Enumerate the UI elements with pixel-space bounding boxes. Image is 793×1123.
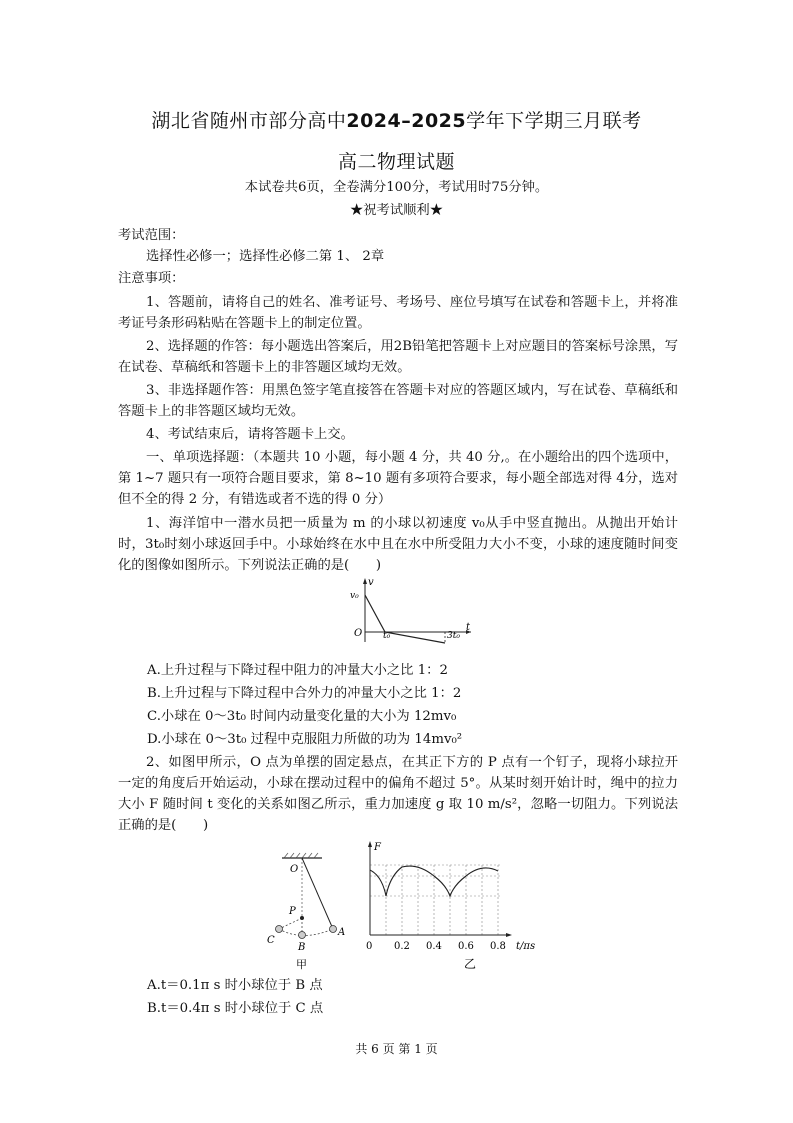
notice-1: 1、答题前，请将自己的姓名、准考证号、考场号、座位号填写在试卷和答题卡上，并将准考证号条形码粘贴在答题卡上的制定位置。 — [118, 295, 678, 331]
t-axis-arrow — [506, 933, 512, 937]
label-b: B — [298, 942, 306, 953]
t0-label: t₀ — [383, 631, 391, 641]
caption-jia: 甲 — [296, 958, 307, 970]
ball-b — [299, 932, 306, 939]
exam-subtitle: 高二物理试题 — [337, 151, 455, 173]
title-years: 2024–2025 — [346, 110, 467, 132]
tick-0-2: 0.2 — [394, 941, 410, 952]
label-p: P — [289, 906, 296, 917]
q1-option-b: B.上升过程与下降过程中合外力的冲量大小之比 1：2 — [147, 686, 462, 701]
q2-pendulum-figure — [262, 852, 362, 970]
scope-label: 考试范围： — [118, 228, 185, 243]
label-a: A — [338, 927, 346, 938]
scope-text: 选择性必修一；选择性必修二第 1、 2章 — [146, 249, 385, 264]
notice-4: 4、考试结束后，请将答题卡上交。 — [146, 427, 354, 442]
notice-label: 注意事项： — [118, 271, 185, 286]
notice-2: 2、选择题的作答：每小题选出答案后，用2B铅笔把答题卡上对应题目的答案标号涂黑，写在试卷、草稿纸和答题卡上的非答题区域均无效。 — [118, 339, 678, 375]
label-o: O — [290, 864, 299, 875]
q2-stem: 2、如图甲所示，O 点为单摆的固定悬点，在其正下方的 P 点有一个钉子，现将小球拉开一定的角度后开始运动，小球在摆动过程中的偏角不超过 5°。从某时刻开始计时，绳中的拉力大小 F 随时间 t 变化的关系如图乙所示，重力加速度 g 取 10 m/s²，忽略一切阻力。下列说法正确的是( ) — [118, 755, 678, 833]
v0-label: v₀ — [350, 591, 359, 601]
tick-0-8: 0.8 — [490, 941, 506, 952]
down-segment — [385, 632, 445, 643]
title-suffix: 学年下学期三月联考 — [466, 110, 642, 132]
tick-0-4: 0.4 — [426, 941, 442, 952]
grid — [370, 865, 500, 935]
ceiling-hatch — [284, 853, 318, 858]
v-label: v — [368, 577, 374, 588]
caption-yi: 乙 — [464, 957, 477, 971]
tick-0-6: 0.6 — [458, 941, 474, 952]
v-axis-arrow — [363, 578, 367, 584]
q1-stem: 1、海洋馆中一潜水员把一质量为 m 的小球以初速度 v₀从手中竖直抛出。从抛出开始计时，3t₀时刻小球返回手中。小球始终在水中且在水中所受阻力大小不变，小球的速度随时间变化的图像如图所示。下列说法正确的是( ) — [118, 516, 678, 573]
string-to-a — [302, 858, 333, 929]
q2-option-a: A.t＝0.1π s 时小球位于 B 点 — [147, 978, 323, 993]
q2-force-graph — [360, 838, 555, 972]
q1-option-d: D.小球在 0～3t₀ 过程中克服阻力所做的功为 14mv₀² — [147, 732, 463, 747]
label-c: C — [267, 935, 275, 946]
origin-label: O — [354, 628, 363, 639]
title-prefix: 湖北省随州市部分高中 — [151, 110, 347, 132]
f-axis-arrow — [368, 841, 372, 847]
ball-c — [276, 926, 283, 933]
t-label: t/πs — [516, 941, 536, 952]
t-label: t — [466, 622, 471, 633]
q1-option-a: A.上升过程与下降过程中阻力的冲量大小之比 1：2 — [147, 663, 448, 678]
up-segment — [365, 595, 385, 632]
q1-option-c: C.小球在 0～3t₀ 时间内动量变化量的大小为 12mv₀ — [147, 709, 457, 724]
page-footer: 共 6 页 第 1 页 — [355, 1042, 438, 1056]
nail-p — [300, 916, 304, 920]
swing-arc — [279, 929, 333, 936]
origin-label: 0 — [366, 941, 373, 952]
notice-3: 3、非选择题作答：用黑色签字笔直接答在答题卡对应的答题区域内，写在试卷、草稿纸和答题卡上的非答题区域均无效。 — [118, 383, 678, 419]
exam-info: 本试卷共6页，全卷满分100分，考试用时75分钟。 — [244, 180, 549, 195]
f-label: F — [374, 842, 381, 853]
ball-a — [330, 926, 337, 933]
q2-option-b: B.t＝0.4π s 时小球位于 C 点 — [147, 1001, 324, 1016]
exam-title — [0, 106, 793, 133]
section-1-heading: 一、单项选择题：（本题共 10 小题，每小题 4 分，共 40 分,。在小题给出的四个选项中，第 1~7 题只有一项符合题目要求，第 8~10 题有多项符合要求，每小题全部选对得 4分，选对但不全的得 2 分，有错选或者不选的得 0 分） — [118, 450, 678, 507]
exam-wish: ★祝考试顺利★ — [349, 203, 444, 218]
q1-vt-graph — [345, 576, 475, 646]
t3-label: 3t₀ — [447, 631, 460, 641]
